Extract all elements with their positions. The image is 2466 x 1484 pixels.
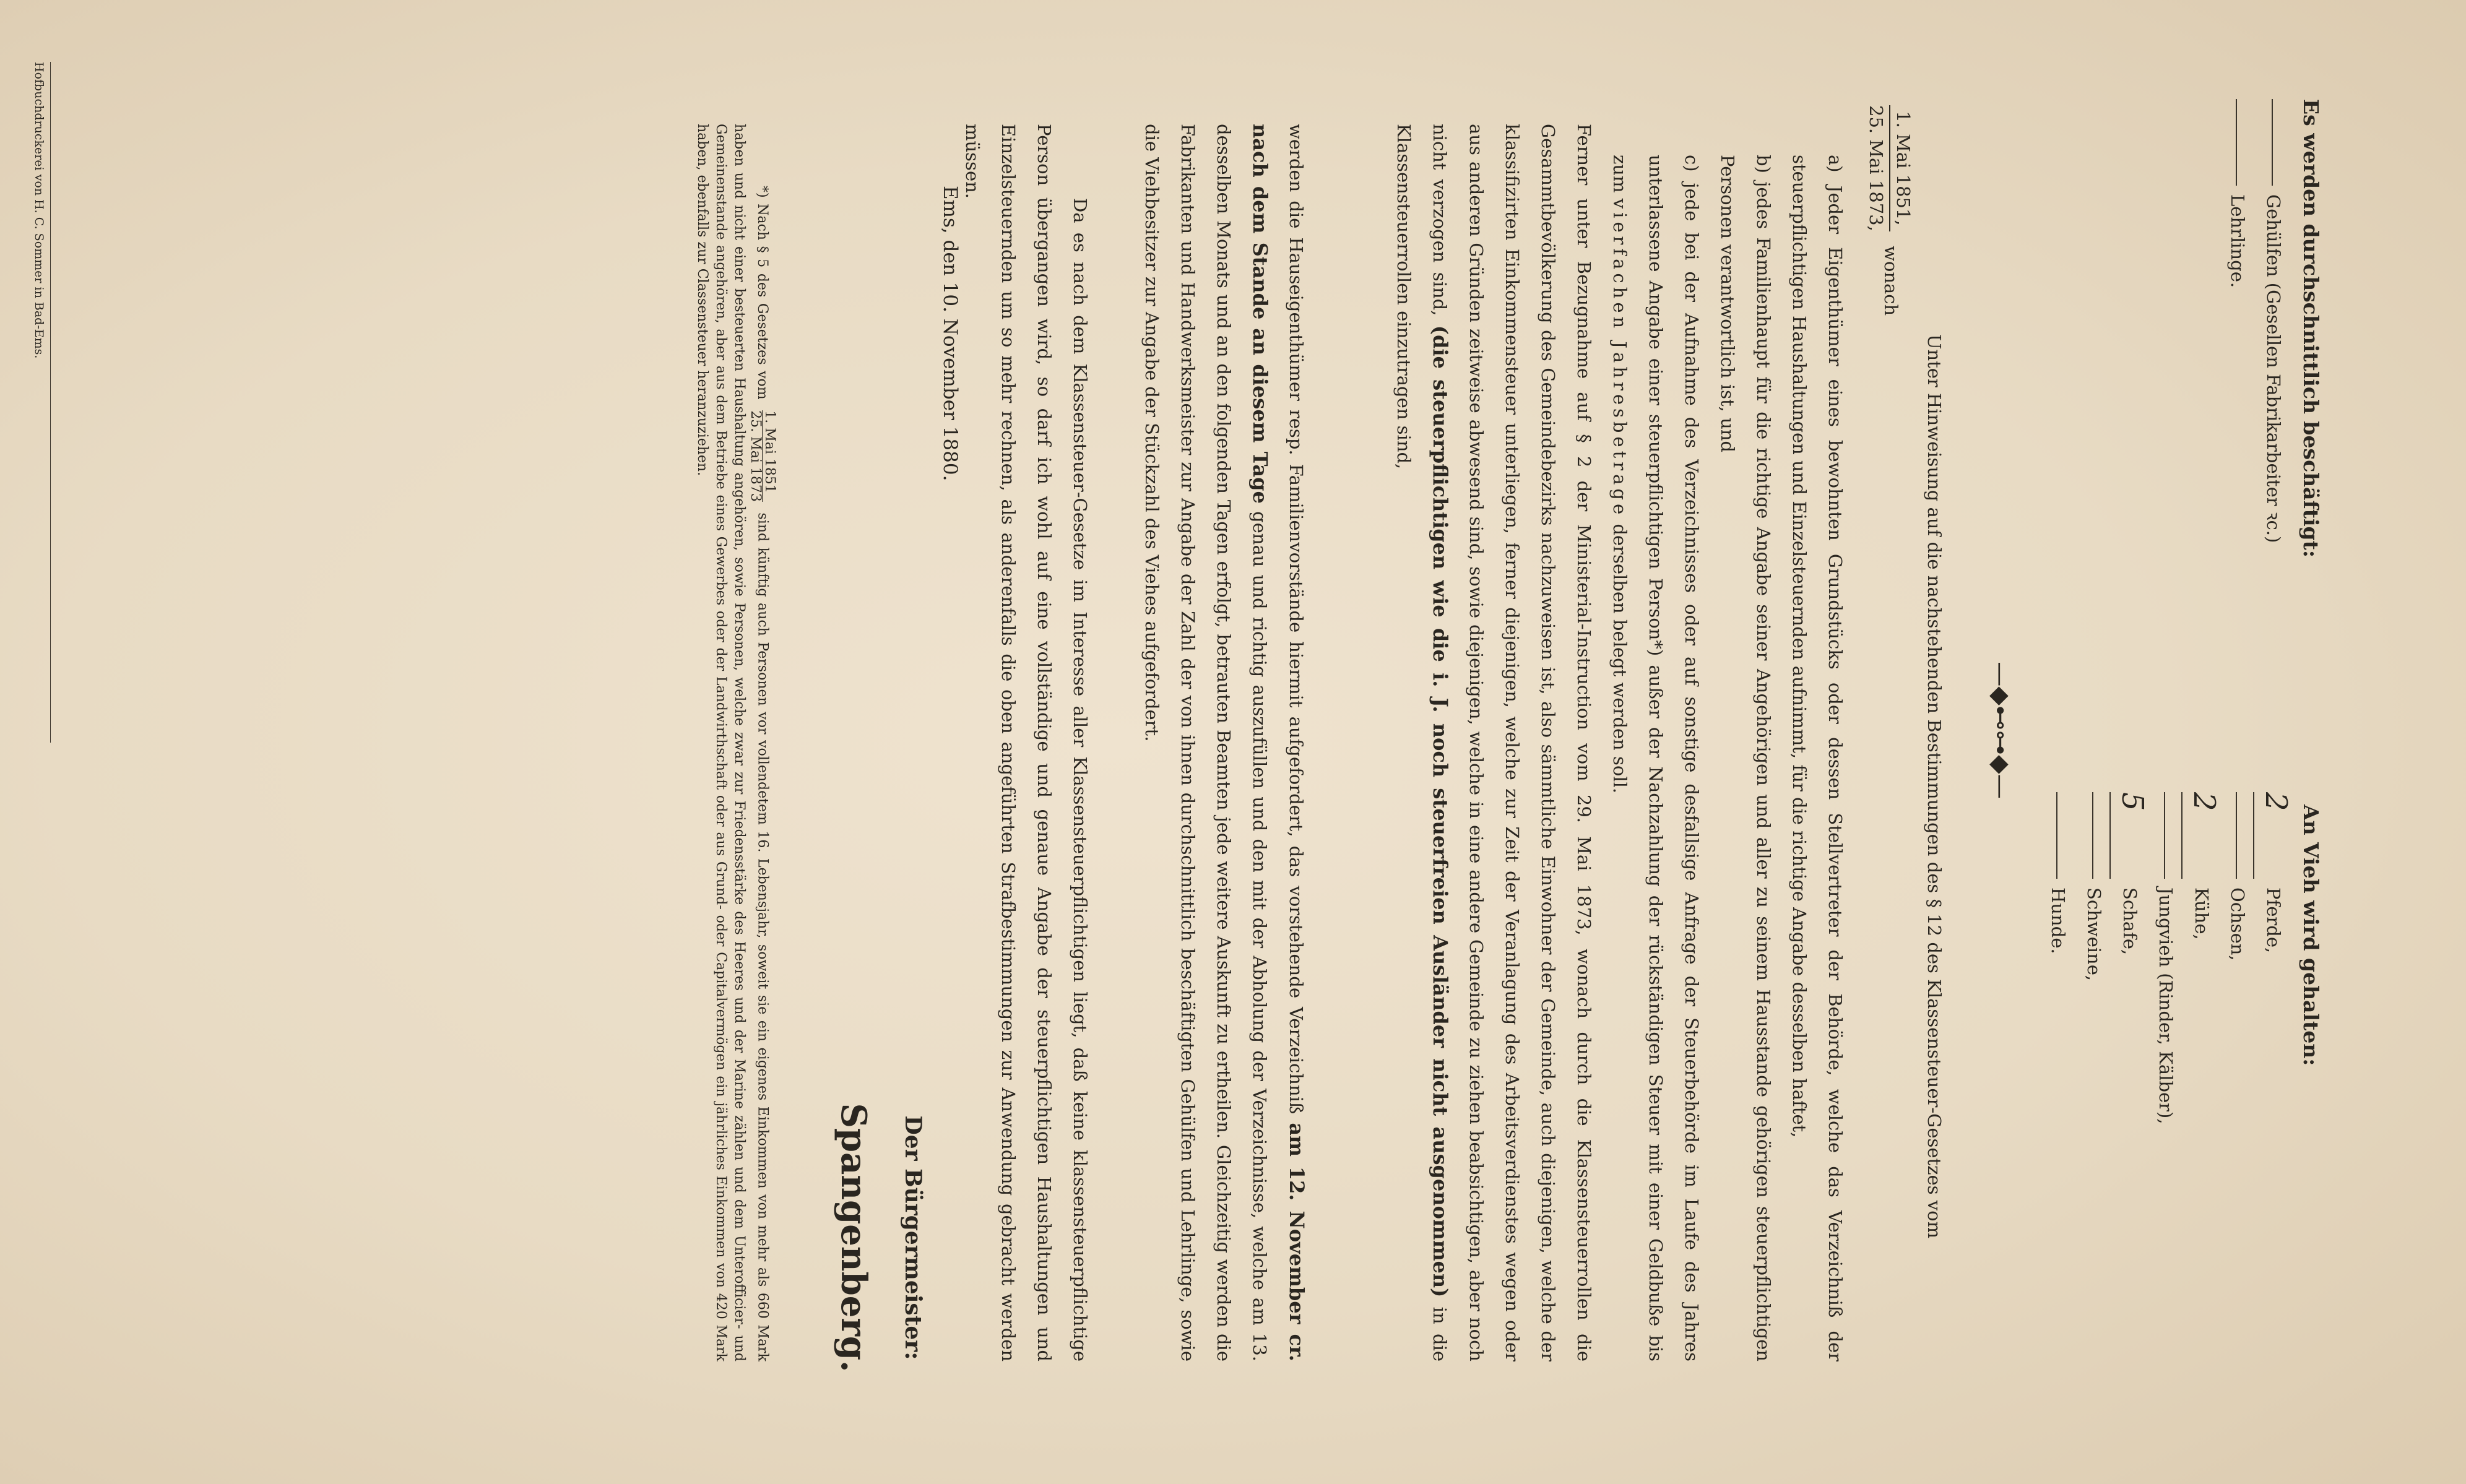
handwritten-value: 5 <box>2115 792 2150 811</box>
livestock-row-young-cattle <box>2148 792 2184 1411</box>
paragraph-bold: (die steuerpflichtigen wie die i. J. noch steuerfreien Ausländer nicht ausgenommen) <box>1429 325 1452 1298</box>
item-c <box>1602 155 1710 1361</box>
blank-line <box>2092 792 2093 879</box>
livestock-label: Schafe, <box>2119 887 2140 956</box>
blank-line <box>2110 792 2148 879</box>
blank-line <box>2164 792 2165 879</box>
workers-label: Gehülfen (Gesellen Fabrikarbeiter ꝛc.) <box>2263 194 2284 543</box>
livestock-row-cows <box>2182 792 2220 1411</box>
paragraph-instruction <box>1386 124 1602 1361</box>
item-b: b) jedes Familienhaupt für die richtige Angabe seiner Angehörigen und aller zu seinem Hausstande gehörigen steuerpflichtigen Personen verantwortlich ist, und <box>1717 155 1774 1361</box>
livestock-label: Schweine, <box>2083 887 2105 981</box>
item-c-emphasis: vierfachen Jahresbetrage <box>1609 198 1630 519</box>
workers-item-assistants <box>2256 99 2291 842</box>
paragraph-text: werden die Hauseigenthümer resp. Familienvorstände hiermit aufgefordert, das vorstehende Verzeichniß <box>1286 124 1307 1115</box>
item-a: a) Jeder Eigenthümer eines bewohnten Grundstücks oder dessen Stellvertreter der Behörde, welche das Verzeichniß der steuerpflichtigen Haushaltungen und Einzelsteuernden aufnimmt, für die richtige Angabe desselben haftet, <box>1789 155 1846 1361</box>
law-tail: wonach <box>1880 246 1901 316</box>
livestock-row-oxen <box>2220 792 2256 1411</box>
blank-line <box>2182 792 2220 879</box>
footnote-lead: *) Nach § 5 des Gesetzes vom <box>755 186 771 400</box>
livestock-label: Kühe, <box>2191 887 2212 940</box>
livestock-label: Ochsen, <box>2227 887 2248 961</box>
blank-line <box>2272 99 2273 186</box>
blank-line <box>2236 792 2237 879</box>
law-date-fraction <box>1863 105 1916 231</box>
paragraph-text: Ferner unter Bezugnahme auf § 2 der Ministerial-Instruction vom 29. Mai 1873, wonach durch die Klassensteuerrollen die Gesammtbevölkerung des Gemeindebezirks nachzuweisen ist, also sämmtliche Einwohner der Gemeinde, auch diejenigen, welche der klassifizirten Einkommensteuer unterliegen, ferner diejenigen, welche zur Zeit der Veranlagung des Arbeitsverdienstes wegen oder aus anderen Gründen zeitweise abwesend sind, sowie diejenigen, welche in eine andere Gemeinde zu ziehen beabsichtigen, aber noch nicht verzogen sind, <box>1429 124 1594 1361</box>
printer-imprint: Hofbuchdruckerei von H. C. Sommer in Bad-Ems. <box>30 62 51 743</box>
livestock-row-pigs <box>2076 792 2112 1411</box>
item-c-text-end: derselben belegt werden soll. <box>1609 524 1630 794</box>
workers-label: Lehrlinge. <box>2227 194 2248 288</box>
blank-line <box>2254 792 2294 879</box>
paragraph-bold-date: am 12. November cr. <box>1285 1123 1309 1362</box>
livestock-label: Hunde. <box>2048 887 2069 954</box>
place-date: Ems, den 10. November 1880. <box>939 186 961 481</box>
footnote-text: sind künftig auch Personen vor vollendetem 16. Lebensjahr, soweit sie ein eigenes Einkommen von mehr als 660 Mark haben und nicht einer besteuerten Haushaltung angehören, sowie Personen, welche zwar zur Friedensstärke des Heeres und der Marine zählen und dem Unterofficier- und Gemeinenstande angehören, aber aus dem Betriebe eines Gewerbes oder der Landwirthschaft oder aus Grund- oder Capitalvermögen ein jährliches Einkommen von 420 Mark haben, ebenfalls zur Classensteuer heranzuziehen. <box>694 124 771 1362</box>
footnote <box>693 124 776 1361</box>
footnote-date-1: 1. Mai 1851 <box>762 410 776 502</box>
footnote-date-fraction <box>748 410 776 502</box>
law-dates <box>1863 105 1916 477</box>
livestock-row-sheep <box>2110 792 2148 1411</box>
signature-office: Der Bürgermeister: <box>900 1115 926 1360</box>
livestock-heading: An Vieh wird gehalten: <box>2299 805 2323 1066</box>
intro-paragraph <box>1916 124 1952 1361</box>
paragraph-bold-stand: nach dem Stande an diesem Tage <box>1248 124 1272 504</box>
paragraph-text-end: genau und richtig auszufüllen und den mit der Abholung der Verzeichnisse, welche am 13. desselben Monats und an den folgenden Tagen erfolgt, betrauten Beamten jede weitere Auskunft zu ertheilen. Gleichzeitig werden die Fabrikanten und Handwerksmeister zur Angabe der Zahl der von ihnen durchschnittlich beschäftigten Gehülfen und Lehrlinge, sowie die Viehbesitzer zur Angabe der Stückzahl des Viehes aufgefordert. <box>1141 124 1270 1362</box>
law-date-1: 1. Mai 1851, <box>1889 105 1916 231</box>
signature-name: Spangenberg. <box>833 1103 874 1373</box>
intro-text: Unter Hinweisung auf die nachstehenden Bestimmungen des § 12 des Klassensteuer-Gesetzes vom <box>1924 334 1945 1239</box>
livestock-row-horses <box>2254 792 2292 1411</box>
ornament-divider: —◆⊷⊶◆— <box>1986 662 2015 799</box>
paragraph-text-end: in die Klassensteuerrollen einzutragen sind, <box>1393 124 1450 1362</box>
blank-line <box>2236 99 2237 186</box>
item-c-text: c) jede bei der Aufnahme des Verzeichnisses oder auf sonstige desfallsige Anfrage der Steuerbehörde im Laufe des Jahres unterlassene Angabe einer steuerpflichtigen Person*) außer der Nachzahlung der rückständigen Steuer mit einer Geldbuße bis zum <box>1609 155 1702 1361</box>
law-date-2: 25. Mai 1873, <box>1866 105 1887 231</box>
livestock-row-dogs <box>2040 792 2076 1411</box>
footnote-date-2: 25. Mai 1873 <box>748 410 763 502</box>
blank-line <box>2056 792 2057 879</box>
handwritten-value: 2 <box>2187 792 2222 811</box>
workers-heading: Es werden durchschnittlich beschäftigt: <box>2299 99 2323 558</box>
livestock-label: Jungvieh (Rinder, Kälber), <box>2155 887 2176 1124</box>
livestock-label: Pferde, <box>2263 887 2284 954</box>
paragraph-closing: Da es nach dem Klassensteuer-Gesetze im Interesse aller Klassensteuerpflichtigen liegt, daß keine klassensteuerpflichtige Person übergangen wird, so darf ich wohl auf eine vollständige und genaue Angabe der steuerpflichtigen Haushaltungen und Einzelsteuernden um so mehr rechnen, als anderenfalls die oben angeführten Strafbestimmungen zur Anwendung gebracht werden müssen. <box>962 124 1091 1361</box>
handwritten-value: 2 <box>2259 792 2294 811</box>
paragraph-request <box>1134 124 1315 1361</box>
workers-item-apprentices <box>2220 99 2256 842</box>
